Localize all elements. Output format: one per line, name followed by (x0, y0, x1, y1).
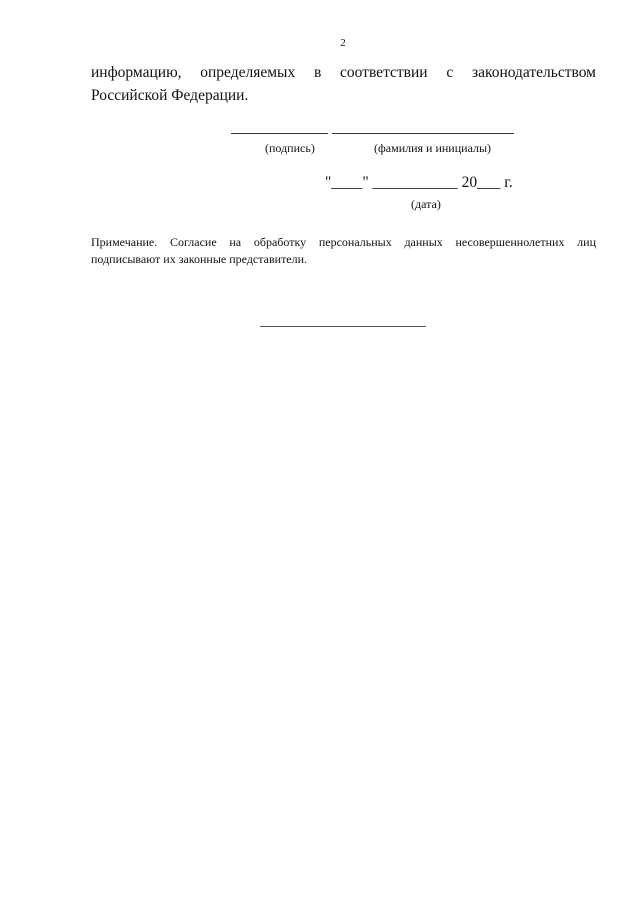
signature-line (231, 133, 328, 134)
note-paragraph: Примечание. Согласие на обработку персональных данных несовершеннолетних лиц подписывают их законные представители. (91, 235, 596, 266)
full-name-line (332, 133, 514, 134)
signature-caption: (подпись) (265, 141, 315, 155)
full-name-caption: (фамилия и инициалы) (374, 141, 492, 155)
date-caption: (дата) (411, 197, 441, 211)
section-divider (260, 326, 426, 327)
date-line: "____" ___________ 20___ г. (325, 174, 513, 191)
consent-text-paragraph: информацию, определяемых в соответствии с законодательством Российской Федерации. (91, 64, 596, 104)
page-number: 2 (340, 37, 346, 49)
